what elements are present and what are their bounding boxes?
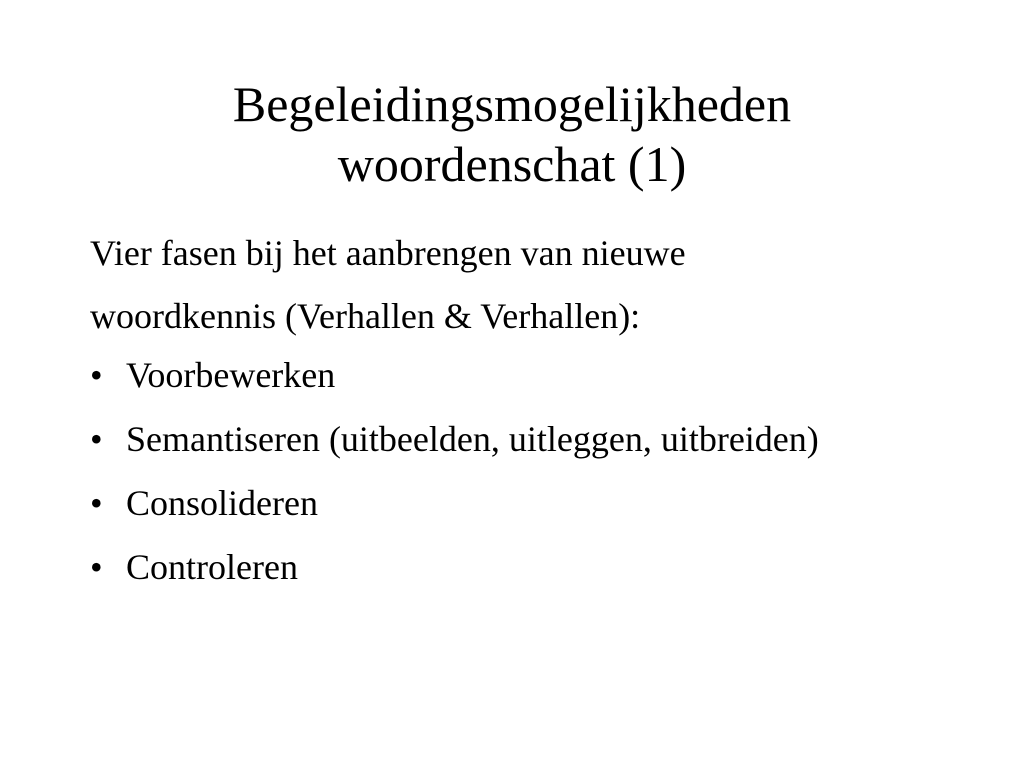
intro-text-line-1: Vier fasen bij het aanbrengen van nieuwe [90,233,686,273]
slide-title [90,74,934,194]
bullet-item-controleren [90,546,950,589]
bullet-label: Semantiseren (uitbeelden, uitleggen, uitbreiden) [126,419,819,459]
bullet-item-voorbewerken [90,354,950,397]
bullet-list [90,354,950,589]
bullet-item-semantiseren [90,418,950,461]
bullet-icon: • [90,355,103,395]
bullet-icon: • [90,419,103,459]
intro-text-line-2: woordkennis (Verhallen & Verhallen): [90,296,641,336]
bullet-label: Consolideren [126,483,318,523]
slide-body [90,232,950,610]
bullet-item-consolideren [90,482,950,525]
slide-title-line-1: Begeleidingsmogelijkheden [232,76,792,132]
bullet-icon: • [90,483,103,523]
bullet-icon: • [90,547,103,587]
slide-title-line-2: woordenschat (1) [337,136,687,192]
bullet-label: Voorbewerken [126,355,336,395]
bullet-label: Controleren [126,547,298,587]
